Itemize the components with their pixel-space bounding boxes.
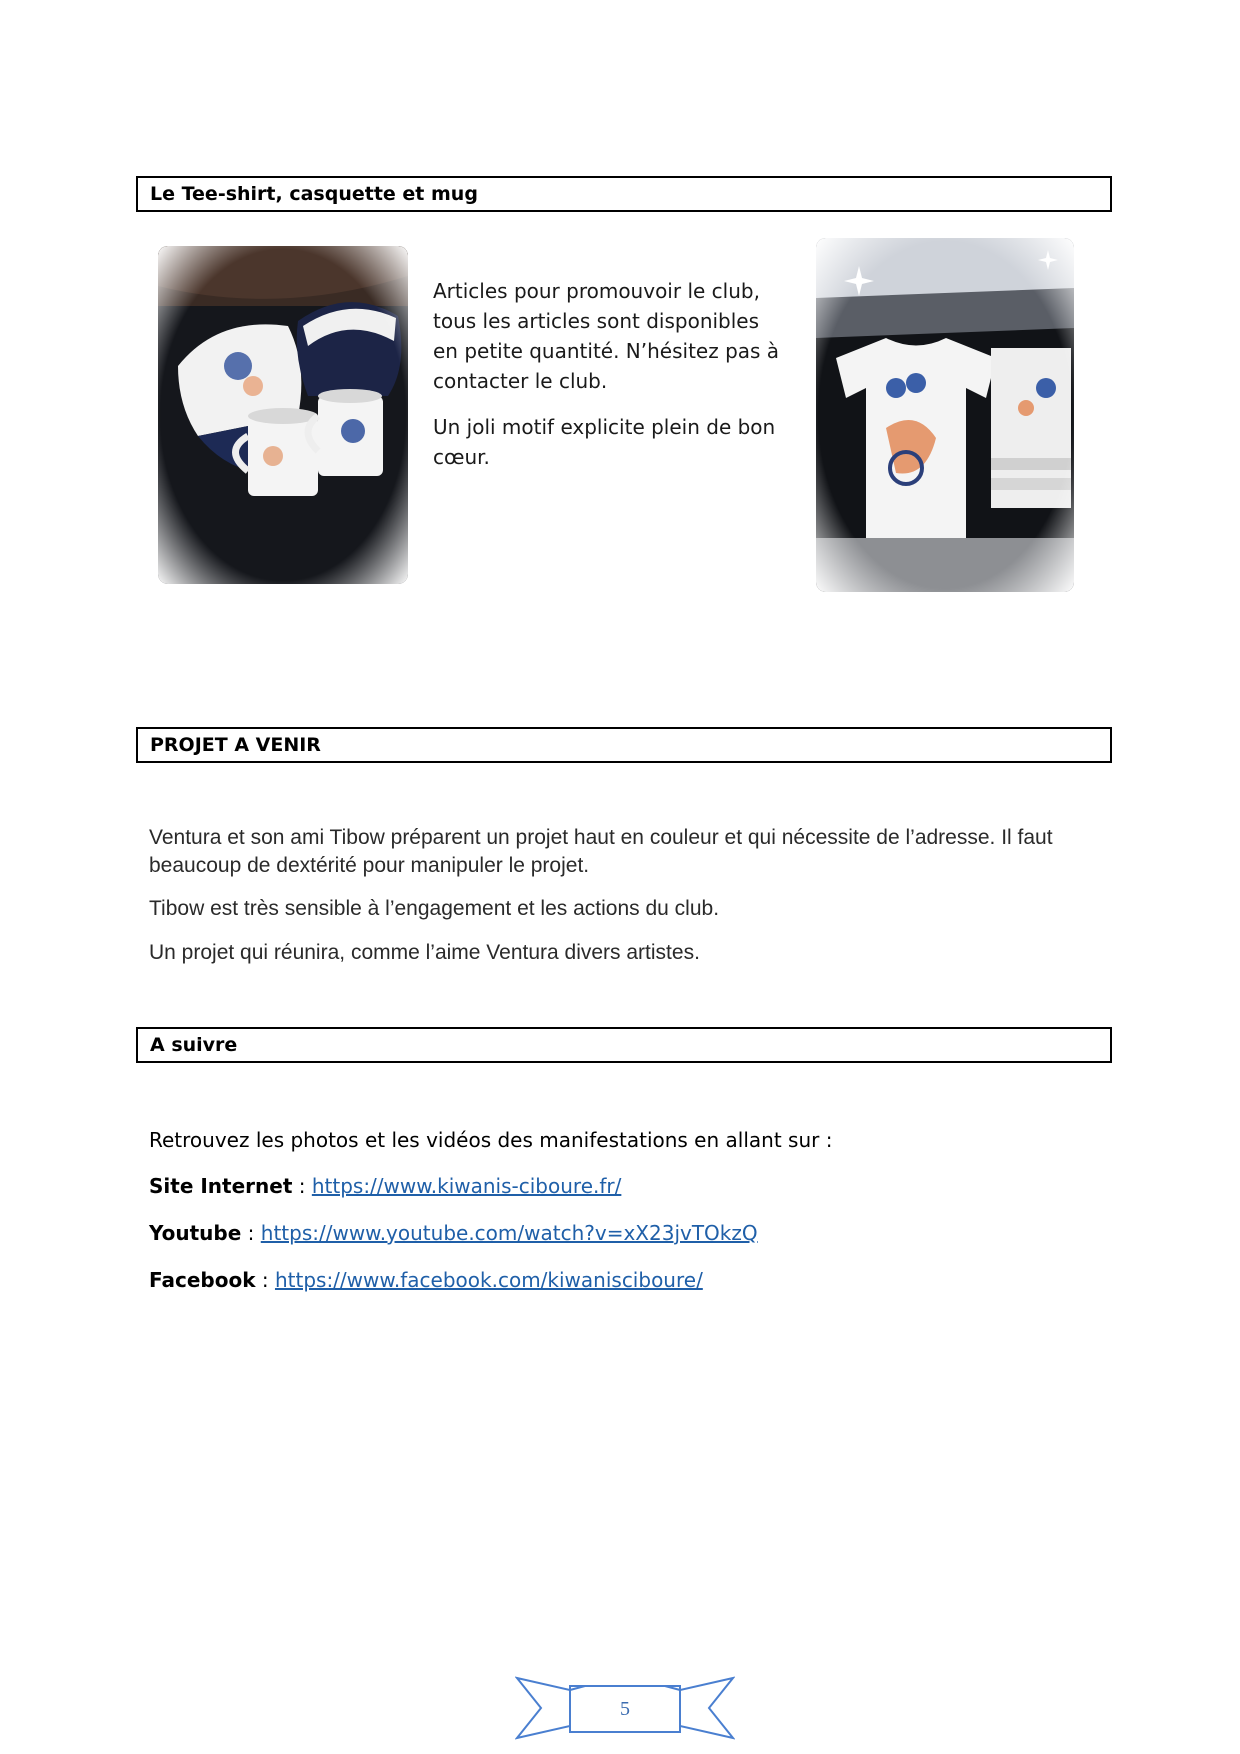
project-paragraph-2: Tibow est très sensible à l’engagement et les actions du club. xyxy=(149,897,720,920)
section-title-follow: A suivre xyxy=(136,1027,1112,1063)
link-row-youtube xyxy=(149,1221,758,1245)
follow-intro: Retrouvez les photos et les vidéos des manifestations en allant sur : xyxy=(149,1128,833,1152)
link-separator: : xyxy=(292,1174,312,1198)
page-number: 5 xyxy=(620,1698,630,1720)
link-label-youtube: Youtube xyxy=(149,1221,242,1245)
section-title-merch: Le Tee-shirt, casquette et mug xyxy=(136,176,1112,212)
photo-tee-shirts xyxy=(816,238,1074,592)
link-row-website xyxy=(149,1174,621,1198)
project-paragraph-1: Ventura et son ami Tibow préparent un projet haut en couleur et qui nécessite de l’adresse. Il faut beaucoup de dextérité pour manipuler le projet. xyxy=(149,826,1053,877)
project-paragraph-3: Un projet qui réunira, comme l’aime Ventura divers artistes. xyxy=(149,941,700,964)
facebook-link[interactable]: https://www.facebook.com/kiwanisciboure/ xyxy=(274,1268,703,1292)
link-separator: : xyxy=(255,1268,275,1292)
photo-caps-mugs xyxy=(158,246,408,584)
merch-motif-text: Un joli motif explicite plein de bon cœur. xyxy=(433,415,776,469)
link-label-facebook: Facebook xyxy=(149,1268,256,1292)
website-link[interactable]: https://www.kiwanis-ciboure.fr/ xyxy=(311,1174,622,1198)
merch-description: Articles pour promouvoir le club, tous les articles sont disponibles en petite quantité. N’hésitez pas à contacter le club. xyxy=(433,279,780,393)
link-row-facebook xyxy=(149,1268,703,1292)
page-footer-ribbon xyxy=(515,1676,735,1742)
link-separator: : xyxy=(241,1221,261,1245)
youtube-link[interactable]: https://www.youtube.com/watch?v=xX23jvTOkzQ xyxy=(260,1221,758,1245)
section-title-project: PROJET A VENIR xyxy=(136,727,1112,763)
link-label-website: Site Internet xyxy=(149,1174,293,1198)
